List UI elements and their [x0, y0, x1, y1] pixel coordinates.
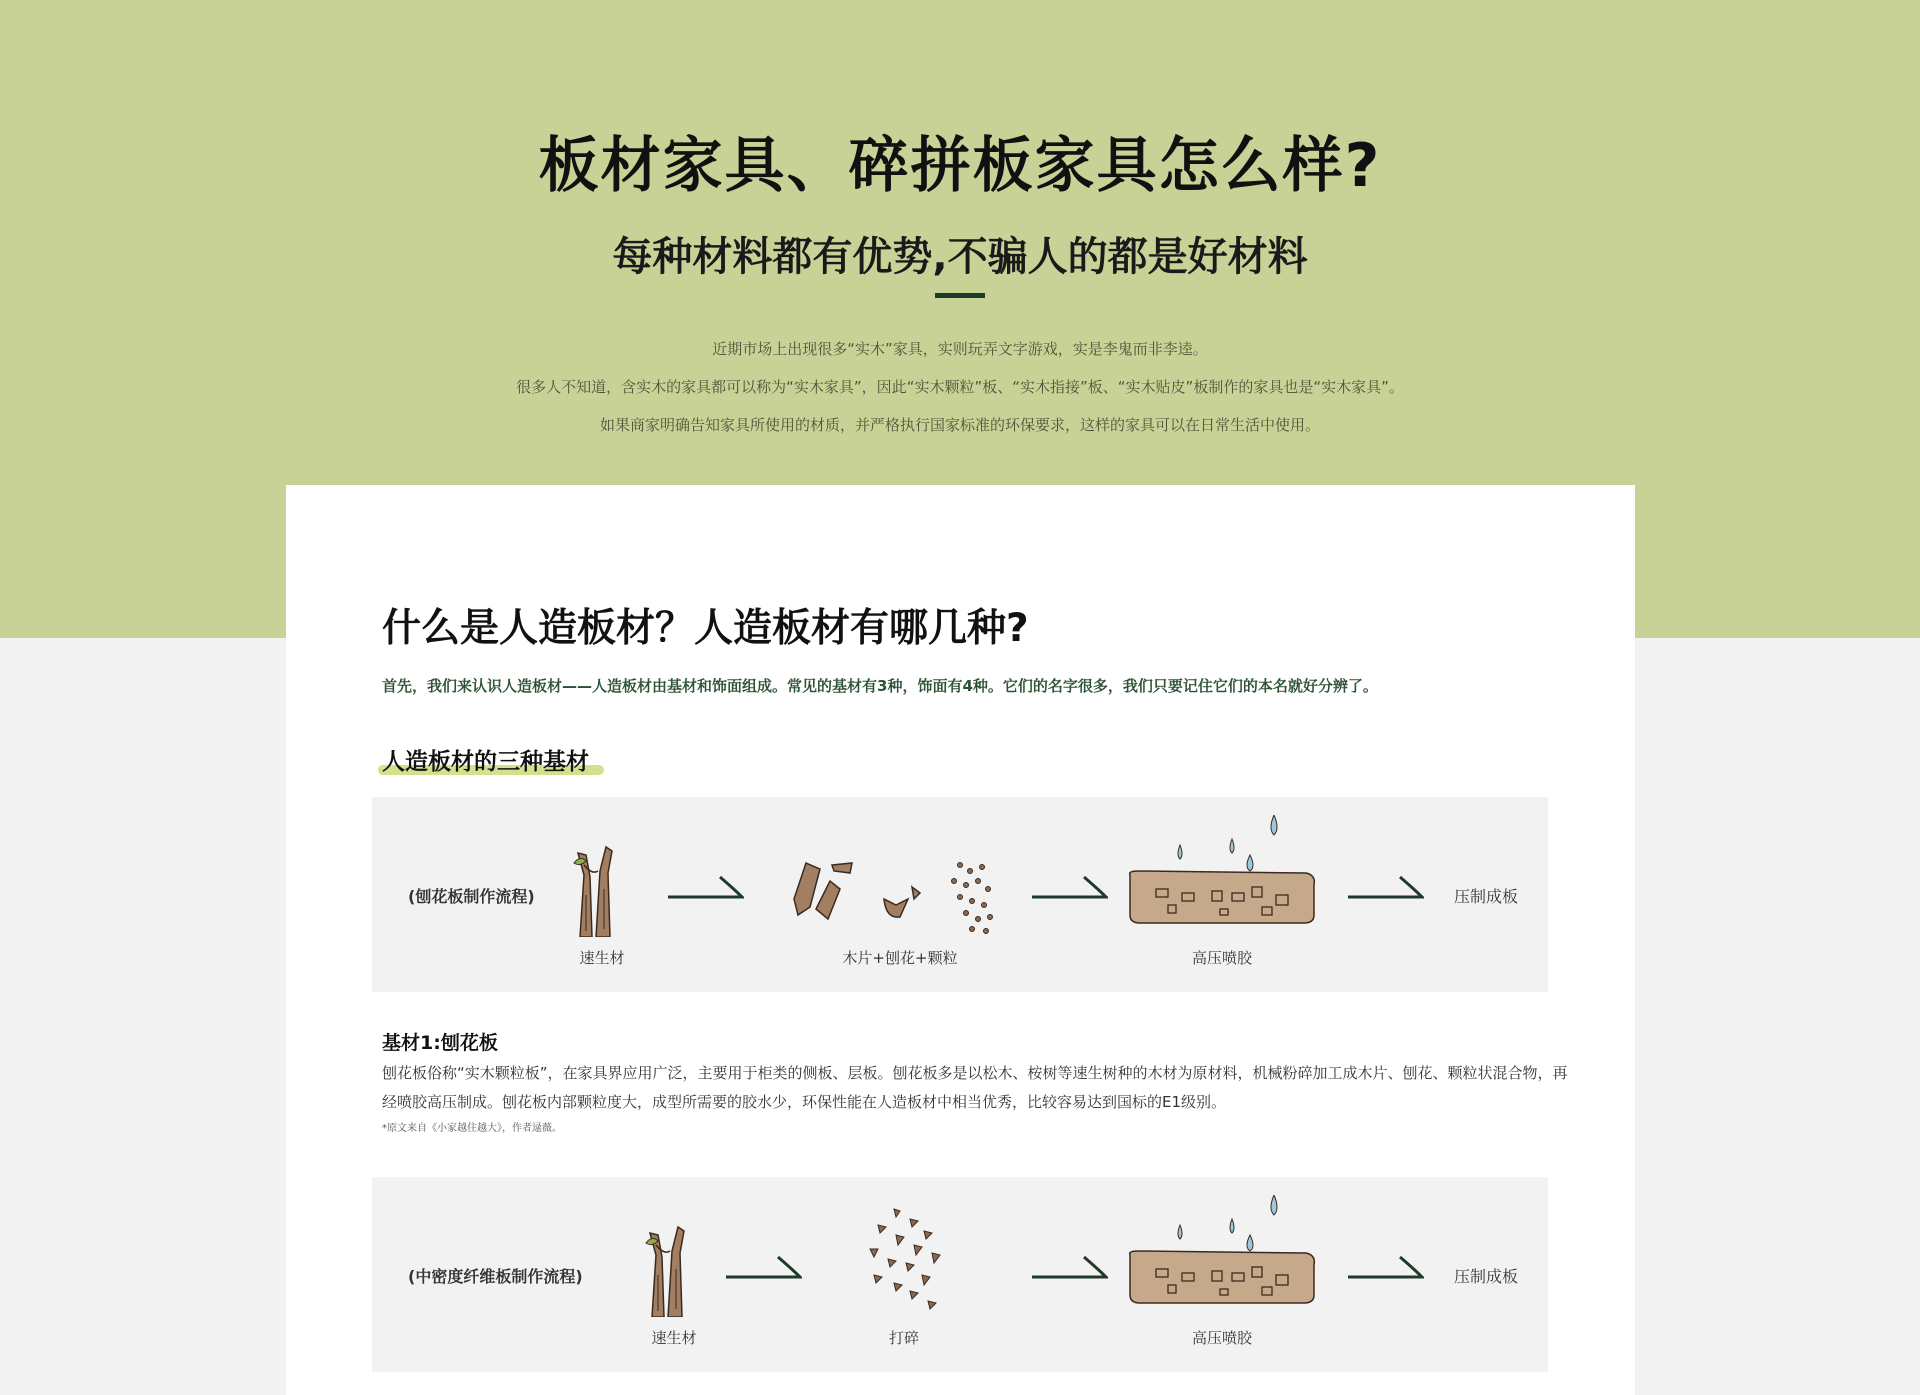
- hero-line: 很多人不知道，含实木的家具都可以称为“实木家具”，因此“实木颗粒”板、“实木指接”板、“实木贴皮”板制作的家具也是“实木家具”。: [516, 378, 1404, 396]
- glue-board-icon: [1126, 1195, 1320, 1319]
- wood-chips-icon: [792, 859, 1012, 939]
- arrow-icon: [1348, 1255, 1424, 1279]
- subhead-text: 人造板材的三种基材: [382, 749, 589, 775]
- hero-line: 近期市场上出现很多“实木”家具，实则玩弄文字游戏，实是李鬼而非李逵。: [712, 340, 1208, 358]
- subhead: [382, 743, 589, 776]
- arrow-icon: [726, 1255, 802, 1279]
- base-description: 刨花板俗称“实木颗粒板”，在家具界应用广泛，主要用于柜类的侧板、层板。刨花板多是以松木、桉树等速生树种的木材为原材料，机械粉碎加工成木片、刨花、颗粒状混合物，再经喷胶高压制成。刨花板内部颗粒度大，成型所需要的胶水少，环保性能在人造板材中相当优秀，比较容易达到国标的E1级别。: [382, 1064, 1568, 1111]
- base-title: 基材1:刨花板: [382, 1032, 498, 1054]
- page-subtitle: 每种材料都有优势,不骗人的都是好材料: [612, 234, 1308, 280]
- end-label: 压制成板: [1454, 887, 1519, 906]
- step-label: 高压喷胶: [1191, 1329, 1253, 1347]
- section-intro: 首先，我们来认识人造板材——人造板材由基材和饰面组成。常见的基材有3种，饰面有4种。它们的名字很多，我们只要记住它们的本名就好分辨了。: [382, 677, 1378, 695]
- arrow-icon: [1032, 875, 1108, 899]
- process-label: (刨花板制作流程): [408, 887, 535, 906]
- content-card: [286, 485, 1635, 1395]
- glue-board-icon: [1126, 815, 1320, 939]
- step-label: 木片+刨花+颗粒: [842, 949, 958, 967]
- arrow-icon: [668, 875, 744, 899]
- page-title: 板材家具、碎拼板家具怎么样?: [538, 131, 1382, 201]
- step-label: 速生材: [651, 1329, 697, 1347]
- tree-trunk-icon: [572, 845, 632, 937]
- mdf-process-panel: [372, 1177, 1548, 1372]
- arrow-icon: [1348, 875, 1424, 899]
- title-divider: [935, 293, 985, 298]
- end-label: 压制成板: [1454, 1267, 1519, 1286]
- process-label: (中密度纤维板制作流程): [408, 1267, 583, 1286]
- section-title: 什么是人造板材？人造板材有哪几种?: [382, 606, 1029, 651]
- particleboard-process-panel: [372, 797, 1548, 992]
- step-label: 高压喷胶: [1191, 949, 1253, 967]
- hero-intro: [0, 336, 1920, 450]
- crushed-wood-icon: [866, 1205, 946, 1317]
- source-note: *原文来自《小家越住越大》，作者逯薇。: [382, 1123, 562, 1134]
- hero-line: 如果商家明确告知家具所使用的材质，并严格执行国家标准的环保要求，这样的家具可以在日常生活中使用。: [599, 416, 1320, 434]
- step-label: 速生材: [579, 949, 625, 967]
- arrow-icon: [1032, 1255, 1108, 1279]
- step-label: 打碎: [888, 1329, 920, 1347]
- tree-trunk-icon: [644, 1225, 704, 1317]
